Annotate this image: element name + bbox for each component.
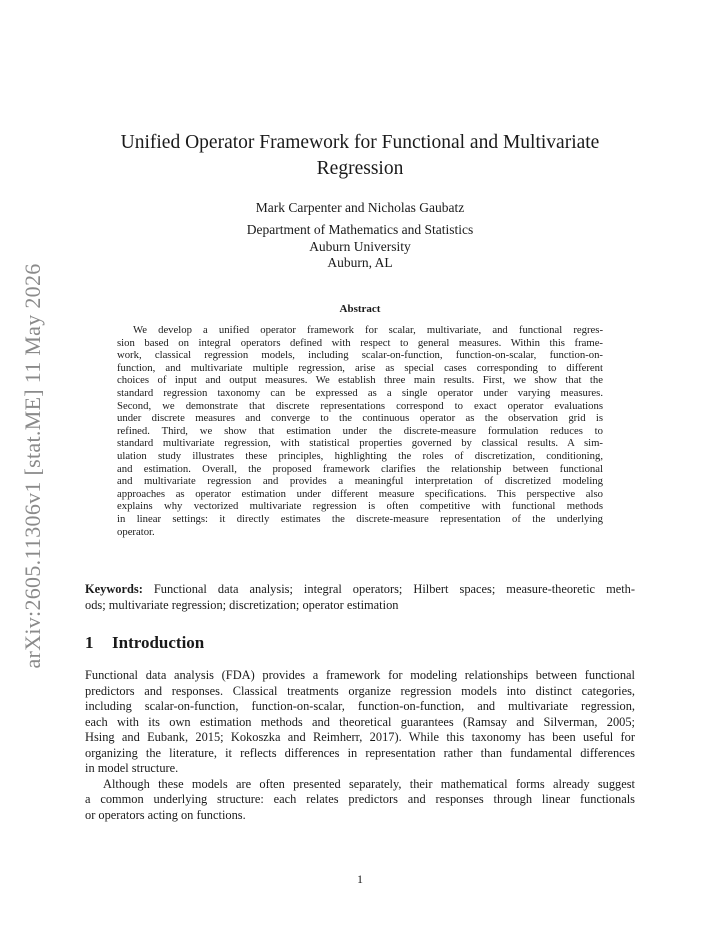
body-line: Hsing and Eubank, 2015; Kokoszka and Reimherr, 2017). While this taxonomy has been useful for	[85, 730, 635, 744]
abstract-line: standard multivariate regression, with statistical properties governed by classical results. A sim-	[117, 437, 603, 450]
body-line: a common underlying structure: each relates predictors and responses through linear functionals	[85, 792, 635, 806]
authors: Mark Carpenter and Nicholas Gaubatz	[255, 200, 465, 215]
body-line: Functional data analysis (FDA) provides a framework for modeling relationships between functional	[85, 668, 635, 682]
body-line: organizing the literature, it reflects differences in representation rather than fundamental differences	[85, 745, 635, 760]
abstract-line: in linear settings: it directly estimates the discrete-measure representation of the underlying	[117, 512, 603, 525]
affiliation-university: Auburn University	[309, 238, 411, 254]
abstract-line: work, classical regression models, including scalar-on-function, function-on-scalar, function-on-	[117, 349, 603, 362]
title-line: Unified Operator Framework for Functional and Multivariate	[120, 132, 600, 153]
abstract-line: explains why vectorized multivariate regression is often competitive with functional methods	[117, 500, 603, 513]
affiliation-location: Auburn, AL	[327, 255, 393, 270]
abstract-line: approaches as operator estimation under different measure specifications. This perspective also	[117, 487, 603, 500]
abstract-line: under discrete measures and converge to the continuous operator as the observation grid is	[117, 412, 603, 425]
keywords-line: ods; multivariate regression; discretization; operator estimation	[85, 597, 399, 612]
abstract-heading: Abstract	[339, 303, 381, 315]
body-line: in model structure.	[85, 761, 179, 775]
affiliation	[100, 222, 620, 272]
keywords-label: Keywords:	[85, 582, 143, 596]
body-line: or operators acting on functions.	[85, 807, 246, 822]
body-line: including scalar-on-function, function-on-scalar, function-on-function, and multivariate regression,	[85, 699, 635, 713]
abstract-line: operator.	[117, 525, 155, 538]
introduction-body	[85, 668, 635, 823]
section-heading	[85, 633, 204, 653]
abstract-line: choices of input and output measures. We establish three main results. First, we show that the	[117, 374, 603, 387]
body-line: each with its own estimation methods and theoretical guarantees (Ramsay and Silverman, 2005;	[85, 714, 635, 729]
paper-title	[100, 130, 620, 182]
abstract-line: sion based on integral operators defined with respect to general measures. Within this frame-	[117, 336, 603, 349]
affiliation-department: Department of Mathematics and Statistics	[246, 222, 474, 237]
abstract-line: standard regression taxonomy can be expressed as a single operator under varying measures.	[117, 386, 603, 399]
keywords	[85, 582, 635, 613]
abstract-line: function, and multivariate multiple regression, arise as special cases corresponding to different	[117, 361, 603, 374]
page-number: 1	[357, 872, 363, 886]
body-line: Although these models are often presented separately, their mathematical forms already suggest	[103, 776, 635, 791]
keywords-text: Functional data analysis; integral operators; Hilbert spaces; measure-theoretic meth-	[153, 582, 635, 596]
abstract-line: Second, we demonstrate that discrete representations correspond to exact operator evaluations	[117, 399, 603, 412]
abstract-line: and multivariate regression and provides a meaningful interpretation of discretized modeling	[117, 475, 603, 488]
abstract-body	[117, 324, 603, 538]
abstract-line: ulation study illustrates these principles, highlighting the roles of discretization, conditioning,	[117, 449, 603, 462]
arxiv-identifier: arXiv:2605.11306v1 [stat.ME] 11 May 2026	[20, 263, 45, 669]
abstract-line: refined. Third, we show that estimation under the discrete-measure formulation reduces to	[117, 424, 603, 437]
abstract-line: We develop a unified operator framework for scalar, multivariate, and functional regres-	[133, 324, 603, 336]
section-title: Introduction	[112, 633, 205, 652]
section-number: 1	[85, 633, 94, 652]
abstract-line: and estimation. Overall, the proposed framework clarifies the relationship between functional	[117, 462, 603, 475]
title-line: Regression	[316, 158, 404, 179]
keywords-line	[85, 582, 635, 598]
body-line: predictors and responses. Classical treatments organize regression models into distinct categories,	[85, 683, 635, 698]
